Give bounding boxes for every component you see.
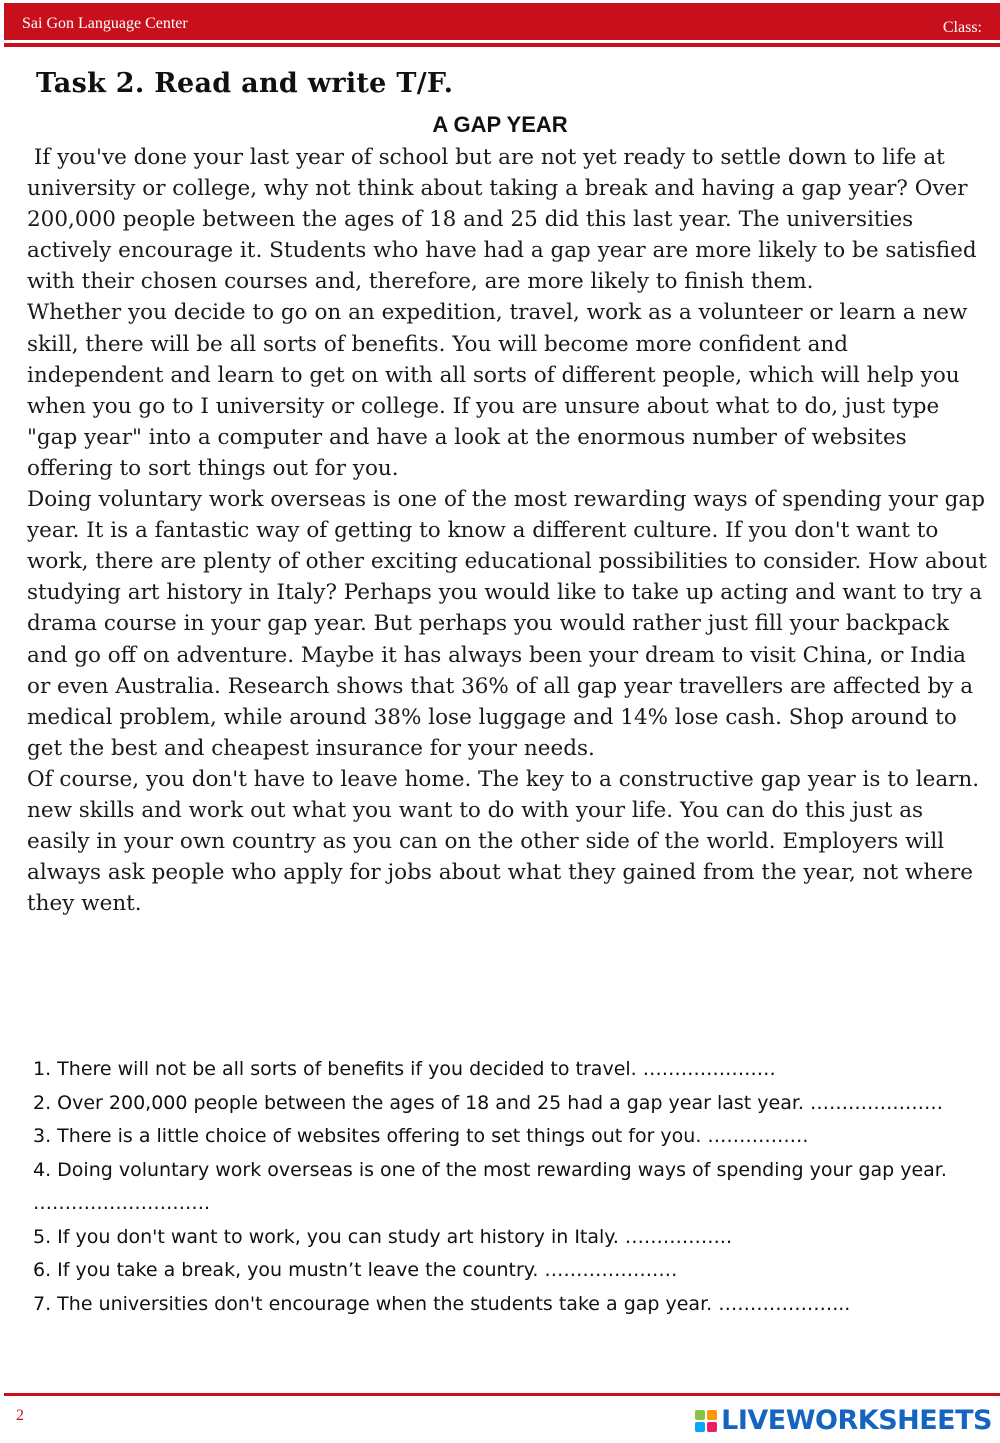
passage-title: A GAP YEAR <box>432 112 568 137</box>
header-bar <box>4 3 1000 43</box>
question-item[interactable]: 7. The universities don't encourage when the students take a gap year. ………………... <box>33 1292 851 1315</box>
passage-paragraph: Doing voluntary work overseas is one of the most rewarding ways of spending your gap year. It is a fantastic way of getting to know a different culture. If you don't want to work, there are plenty of other exciting educational possibilities to consider. How about studying art history in Italy? Perhaps you would like to take up acting and want to try a drama course in your gap year. But perhaps you would rather just fill your backpack and go off on adventure. Maybe it has always been your dream to visit China, or India or even Australia. Research shows that 36% of all gap year travellers are affected by a medical problem, while around 38% lose luggage and 14% lose cash. Shop around to get the best and cheapest insurance for your needs. <box>27 487 987 761</box>
question-item[interactable]: 4. Doing voluntary work overseas is one of the most rewarding ways of spending your gap year. ………………………. <box>33 1158 947 1214</box>
page-number: 2 <box>16 1407 24 1424</box>
header-divider <box>4 43 1000 47</box>
liveworksheets-logo <box>695 1405 992 1436</box>
passage-paragraph: Whether you decide to go on an expedition, travel, work as a volunteer or learn a new skill, there will be all sorts of benefits. You will become more confident and independent and learn to get on with all sorts of different people, which will help you when you go to I university or college. If you are unsure about what to do, just type "gap year" into a computer and have a look at the enormous number of websites offering to sort things out for you. <box>27 300 968 481</box>
center-name: Sai Gon Language Center <box>22 15 188 32</box>
logo-text: LIVEWORKSHEETS <box>721 1405 992 1436</box>
question-item[interactable]: 1. There will not be all sorts of benefits if you decided to travel. ………………… <box>33 1058 776 1080</box>
question-item[interactable]: 5. If you don't want to work, you can study art history in Italy. …………….. <box>33 1225 732 1248</box>
question-item[interactable]: 3. There is a little choice of websites offering to set things out for you. ……………. <box>33 1125 809 1147</box>
footer-divider <box>4 1393 1000 1396</box>
passage-paragraph: Of course, you don't have to leave home. The key to a constructive gap year is to learn. new skills and work out what you want to do with your life. You can do this just as easily in your own country as you can on the other side of the world. Employers will always ask people who apply for jobs about what they gained from the year, not where they went. <box>27 766 980 917</box>
passage-paragraph: If you've done your last year of school but are not yet ready to settle down to life at university or college, why not think about taking a break and having a gap year? Over 200,000 people between the ages of 18 and 25 did this last year. The universities actively encourage it. Students who have had a gap year are more likely to be satisfied with their chosen courses and, therefore, are more likely to finish them. <box>27 145 977 295</box>
class-label: Class: <box>942 19 982 36</box>
question-list <box>33 1053 983 1321</box>
question-item[interactable]: 2. Over 200,000 people between the ages of 18 and 25 had a gap year last year. ………………… <box>33 1091 944 1114</box>
task-title: Task 2. Read and write T/F. <box>36 68 454 99</box>
question-item[interactable]: 6. If you take a break, you mustn’t leave the country. ………………… <box>33 1259 678 1281</box>
liveworksheets-grid-icon <box>695 1410 717 1432</box>
reading-passage <box>27 142 987 919</box>
